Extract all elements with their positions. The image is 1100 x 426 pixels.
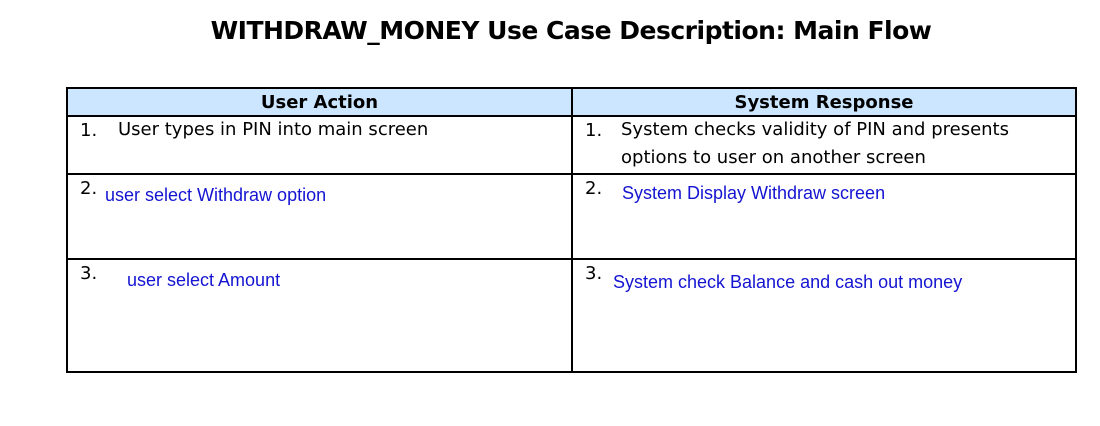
header-system-response: System Response — [572, 88, 1076, 116]
system-response-text: System check Balance and cash out money — [613, 272, 963, 292]
user-action-cell — [67, 174, 572, 259]
step-number: 1. — [585, 120, 603, 141]
table-row — [67, 259, 1076, 372]
user-action-cell — [67, 259, 572, 372]
step-number: 2. — [585, 178, 603, 199]
system-response-text: System checks validity of PIN and presents options to user on another screen — [621, 119, 1009, 168]
step-number: 1. — [80, 120, 98, 141]
system-response-cell — [572, 174, 1076, 259]
step-number: 3. — [585, 263, 603, 284]
user-action-cell — [67, 116, 572, 174]
page-title: WITHDRAW_MONEY Use Case Description: Main Flow — [210, 16, 932, 45]
step-number: 2. — [80, 178, 98, 199]
step-number: 3. — [80, 263, 98, 284]
system-response-cell — [572, 259, 1076, 372]
table-row — [67, 174, 1076, 259]
system-response-text: System Display Withdraw screen — [622, 183, 886, 203]
header-user-action: User Action — [67, 88, 572, 116]
table-header-row — [67, 88, 1076, 116]
user-action-text: User types in PIN into main screen — [118, 119, 429, 140]
system-response-cell — [572, 116, 1076, 174]
user-action-text: user select Amount — [127, 270, 281, 290]
table-row — [67, 116, 1076, 174]
use-case-table — [66, 87, 1077, 373]
user-action-text: user select Withdraw option — [105, 185, 327, 205]
